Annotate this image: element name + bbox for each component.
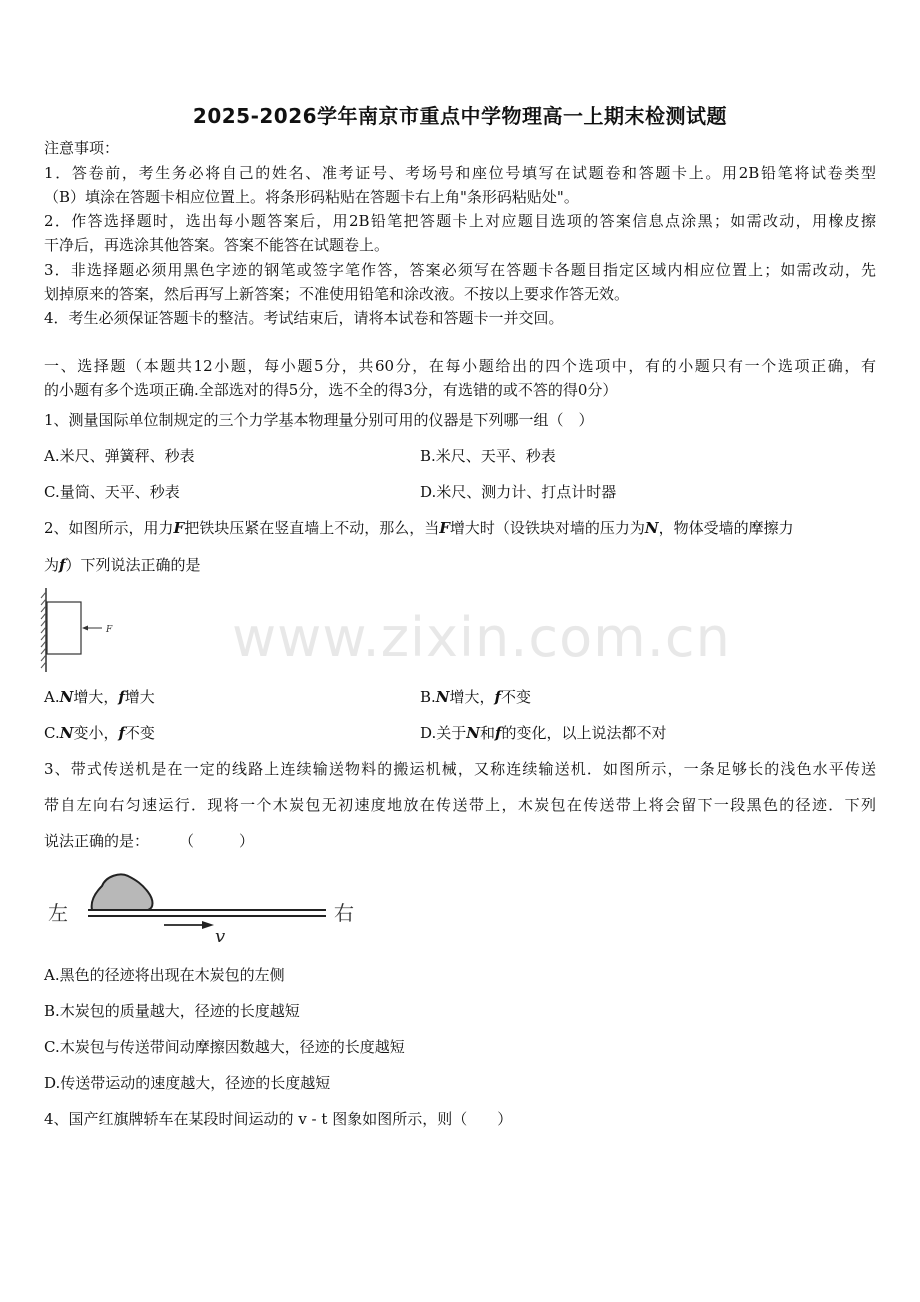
option-text: 增大，: [73, 688, 119, 706]
figure-right-label: 右: [334, 901, 354, 925]
option-text: 不变: [500, 688, 531, 706]
force-symbol: F: [439, 519, 450, 537]
q2-stem-line-2: [44, 556, 200, 574]
figure-left-label: 左: [48, 901, 68, 925]
option-text: 增大，: [449, 688, 495, 706]
friction-symbol: f: [118, 688, 125, 706]
option-text: 增大: [124, 688, 155, 706]
q1-option-c: C.量筒、天平、秒表: [44, 483, 180, 501]
q3-option-c: C.木炭包与传送带间动摩擦因数越大，径迹的长度越短: [44, 1038, 405, 1056]
option-letter: A.: [44, 688, 60, 706]
section-1-line-1: 一、选择题（本题共12小题，每小题5分，共60分，在每小题给出的四个选项中，有的小题只有一个选项正确，有: [44, 357, 876, 375]
force-symbol: F: [173, 519, 185, 537]
note-line-5: 3．非选择题必须用黑色字迹的钢笔或签字笔作答，答案必须写在答题卡各题目指定区域内相应位置上；如需改动，先: [44, 261, 876, 279]
q3-option-b: B.木炭包的质量越大，径迹的长度越短: [44, 1002, 300, 1020]
friction-symbol: f: [59, 556, 66, 574]
notes-heading: 注意事项：: [44, 139, 120, 157]
q2-option-b: [420, 688, 531, 706]
friction-symbol: f: [494, 688, 501, 706]
option-letter: B.: [420, 688, 436, 706]
note-line-1: 1．答卷前，考生务必将自己的姓名、准考证号、考场号和座位号填写在试题卷和答题卡上。用2B铅笔将试卷类型: [44, 164, 876, 182]
q2-text: 2、如图所示，用力: [44, 519, 174, 537]
q2-option-a: [44, 688, 155, 706]
q2-text: 增大时（设铁块对墙的压力为: [449, 519, 645, 537]
watermark: www.zixin.com.cn: [232, 606, 731, 669]
q1-option-b: B.米尺、天平、秒表: [420, 447, 556, 465]
option-text: 变小，: [73, 724, 119, 742]
q4-stem: 4、国产红旗牌轿车在某段时间运动的 v - t 图象如图所示，则（ ）: [44, 1110, 513, 1128]
normal-force-symbol: N: [466, 724, 480, 742]
conveyor-figure: [44, 862, 364, 946]
q3-option-a: A.黑色的径迹将出现在木炭包的左侧: [44, 966, 285, 984]
q1-option-a: A.米尺、弹簧秤、秒表: [44, 447, 195, 465]
figure-force-label: F: [106, 625, 113, 635]
normal-force-symbol: N: [59, 688, 74, 706]
option-text: 和: [479, 724, 495, 742]
option-text: 不变: [124, 724, 155, 742]
q1-option-d: D.米尺、测力计、打点计时器: [420, 483, 617, 501]
note-line-7: 4．考生必须保证答题卡的整洁。考试结束后，请将本试卷和答题卡一并交回。: [44, 309, 564, 327]
friction-symbol: f: [495, 724, 502, 742]
q3-stem-line-3: 说法正确的是： （ ）: [44, 832, 255, 850]
option-letter: C.: [44, 724, 60, 742]
q2-option-d: [420, 724, 666, 742]
note-line-4: 干净后，再选涂其他答案。答案不能答在试题卷上。: [44, 236, 390, 254]
normal-force-symbol: N: [435, 688, 450, 706]
q1-stem: 1、测量国际单位制规定的三个力学基本物理量分别可用的仪器是下列哪一组（ ）: [44, 411, 594, 429]
normal-force-symbol: N: [644, 519, 659, 537]
note-line-2: （B）填涂在答题卡相应位置上。将条形码粘贴在答题卡右上角"条形码粘贴处"。: [44, 188, 579, 206]
q3-stem-line-1: 3、带式传送机是在一定的线路上连续输送物料的搬运机械，又称连续输送机．如图所示，一条足够长的浅色水平传送: [44, 760, 876, 778]
q2-option-c: [44, 724, 155, 742]
friction-symbol: f: [118, 724, 125, 742]
q3-option-d: D.传送带运动的速度越大，径迹的长度越短: [44, 1074, 331, 1092]
note-line-3: 2．作答选择题时，选出每小题答案后，用2B铅笔把答题卡上对应题目选项的答案信息点涂黑；如需改动，用橡皮擦: [44, 212, 876, 230]
wall-block-figure: [40, 586, 130, 676]
page-title: 2025-2026学年南京市重点中学物理高一上期末检测试题: [192, 104, 728, 128]
normal-force-symbol: N: [59, 724, 74, 742]
q2-text: ）下列说法正确的是: [65, 556, 201, 574]
option-text: D.关于: [420, 724, 467, 742]
q3-stem-line-2: 带自左向右匀速运行．现将一个木炭包无初速度地放在传送带上，木炭包在传送带上将会留下一段黑色的径迹．下列: [44, 796, 876, 814]
q2-text: 把铁块压紧在竖直墙上不动，那么，当: [184, 519, 440, 537]
q2-text: ，物体受墙的摩擦力: [658, 519, 794, 537]
velocity-label: v: [215, 926, 226, 946]
q2-stem-line-1: [44, 519, 794, 537]
q2-text: 为: [44, 556, 60, 574]
option-text: 的变化，以上说法都不对: [501, 724, 667, 742]
note-line-6: 划掉原来的答案，然后再写上新答案；不准使用铅笔和涂改液。不按以上要求作答无效。: [44, 285, 630, 303]
section-1-line-2: 的小题有多个选项正确.全部选对的得5分，选不全的得3分，有选错的或不答的得0分）: [44, 381, 618, 399]
